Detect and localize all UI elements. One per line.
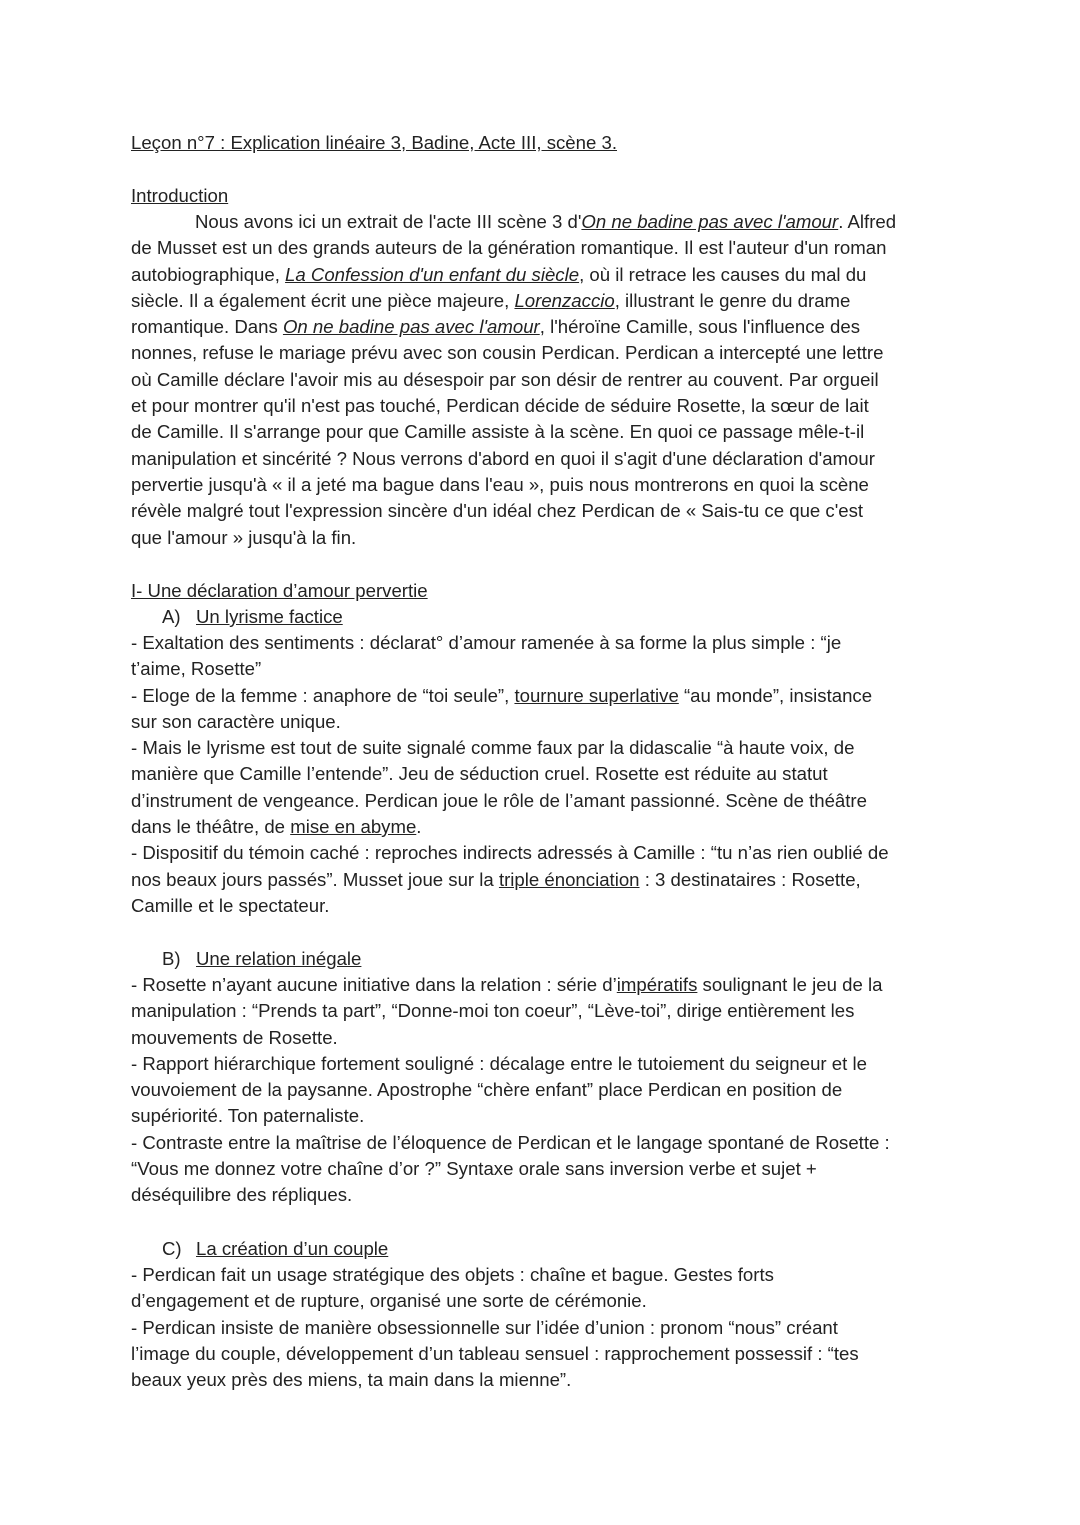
text-line: - Dispositif du témoin caché : reproches indirects adressés à Camille : “tu n’as rien oublié de [131,842,889,864]
subheading-letter: A) [162,606,181,627]
text-line: manière que Camille l’entende”. Jeu de séduction cruel. Rosette est réduite au statut [131,763,828,785]
text-line: pervertie jusqu'à « il a jeté ma bague dans l'eau », puis nous montrerons en quoi la scène [131,473,869,495]
key-term: mise en abyme [290,816,417,838]
text-line: manipulation et sincérité ? Nous verrons d'abord en quoi il s'agit d'une déclaration d'amour [131,447,875,469]
text-line: - Contraste entre la maîtrise de l’éloquence de Perdican et le langage spontané de Rosette : [131,1131,890,1153]
text-line: mouvements de Rosette. [131,1026,338,1048]
key-term: tournure superlative [514,684,679,706]
subheading-label: Une relation inégale [196,948,362,969]
text-line: “Vous me donnez votre chaîne d’or ?” Syntaxe orale sans inversion verbe et sujet + [131,1158,817,1180]
text-line: déséquilibre des répliques. [131,1184,353,1206]
text-line: que l'amour » jusqu'à la fin. [131,526,357,548]
text-line: supériorité. Ton paternaliste. [131,1105,365,1127]
text-line: - Exaltation des sentiments : déclarat° d’amour ramenée à sa forme la plus simple : “je [131,632,842,653]
subheading-letter: C) [162,1238,182,1259]
text-line: dans le théâtre, de mise en abyme. [131,816,422,838]
text-line: romantique. Dans On ne badine pas avec l'amour, l'héroïne Camille, sous l'influence des [131,316,860,338]
text-line: de Camille. Il s'arrange pour que Camille assiste à la scène. En quoi ce passage mêle-t-il [131,421,865,443]
text-line: autobiographique, La Confession d'un enfant du siècle, où il retrace les causes du mal du [131,263,867,285]
text-line: - Mais le lyrisme est tout de suite signalé comme faux par la didascalie “à haute voix, de [131,737,855,759]
subheading-c [162,1236,388,1262]
text-line: vouvoiement de la paysanne. Apostrophe “chère enfant” place Perdican en position de [131,1079,843,1101]
subheading-label: La création d’un couple [196,1238,389,1259]
text-line: manipulation : “Prends ta part”, “Donne-moi ton coeur”, “Lève-toi”, dirige entièrement les [131,1000,855,1022]
text-line: Camille et le spectateur. [131,894,330,916]
subheading-letter: B) [162,948,181,969]
text-line: siècle. Il a également écrit une pièce majeure, Lorenzaccio, illustrant le genre du drame [131,289,851,311]
text-line: l’image du couple, développement d’un tableau sensuel : rapprochement possessif : “tes [131,1342,859,1364]
text-line: - Perdican insiste de manière obsessionnelle sur l’idée d’union : pronom “nous” créant [131,1316,838,1338]
key-term: triple énonciation [498,868,640,890]
text-line: - Rosette n’ayant aucune initiative dans la relation : série d’impératifs soulignant le jeu de la [131,974,883,995]
text-line: t’aime, Rosette” [131,658,262,680]
text-line: - Eloge de la femme : anaphore de “toi seule”, tournure superlative “au monde”, insistance [131,684,873,706]
text-line: beaux yeux près des miens, ta main dans la mienne”. [131,1369,572,1391]
work-title: On ne badine pas avec l'amour [282,316,540,338]
subheading-label: Un lyrisme factice [196,606,343,627]
section-heading-part1: I- Une déclaration d’amour pervertie [131,580,428,601]
introduction-paragraph [131,209,951,551]
text-line: révèle malgré tout l'expression sincère d'un idéal chez Perdican de « Sais-tu ce que c'est [131,500,864,522]
text-line: et pour montrer qu'il n'est pas touché, Perdican décide de séduire Rosette, la sœur de lait [131,395,869,417]
text-line: d’engagement et de rupture, organisé une sorte de cérémonie. [131,1290,647,1312]
text-line: nonnes, refuse le mariage prévu avec son cousin Perdican. Perdican a intercepté une lettre [131,342,884,364]
lesson-title: Leçon n°7 : Explication linéaire 3, Badine, Acte III, scène 3. [131,132,618,153]
work-title: On ne badine pas avec l'amour [581,211,839,232]
subheading-a [162,604,343,630]
text-line: - Perdican fait un usage stratégique des objets : chaîne et bague. Gestes forts [131,1264,774,1285]
text-line: - Rapport hiérarchique fortement souligné : décalage entre le tutoiement du seigneur et le [131,1052,867,1074]
text-line: sur son caractère unique. [131,710,341,732]
text-line: d’instrument de vengeance. Perdican joue le rôle de l’amant passionné. Scène de théâtre [131,789,867,811]
section-b-body [131,972,951,1209]
subheading-b [162,946,361,972]
section-a-body [131,630,951,919]
section-c-body [131,1262,951,1393]
text-line: où Camille déclare l'avoir mis au désespoir par son désir de rentrer au couvent. Par orgueil [131,368,879,390]
work-title: La Confession d'un enfant du siècle [285,263,580,285]
text-line: de Musset est un des grands auteurs de la génération romantique. Il est l'auteur d'un roman [131,237,887,259]
work-title: Lorenzaccio [514,289,615,311]
text-line: Nous avons ici un extrait de l'acte III scène 3 d'On ne badine pas avec l'amour. Alfred [195,211,897,232]
key-term: impératifs [616,974,698,995]
introduction-heading: Introduction [131,185,229,206]
text-line: nos beaux jours passés”. Musset joue sur la triple énonciation : 3 destinataires : Rosette, [131,868,861,890]
